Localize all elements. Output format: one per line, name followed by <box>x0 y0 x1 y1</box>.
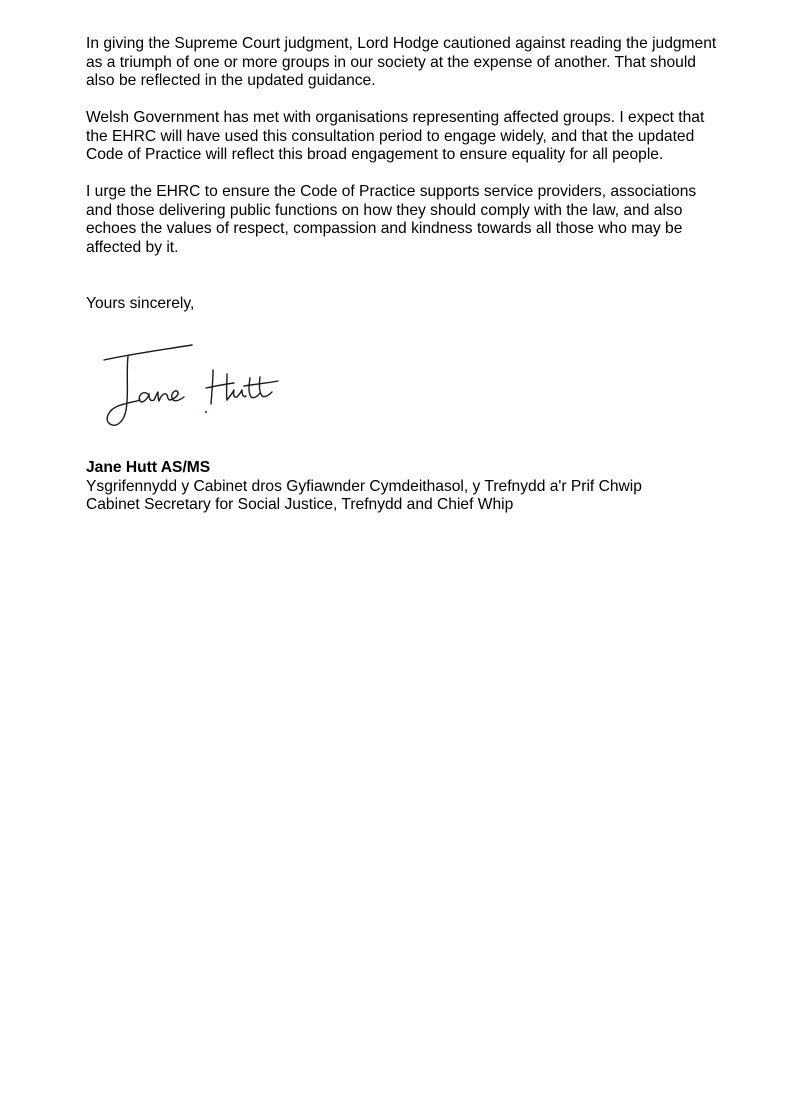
paragraph-line: and those delivering public functions on how they should comply with the law, and also <box>86 201 683 219</box>
paragraph-line: affected by it. <box>86 238 179 256</box>
paragraph-line: In giving the Supreme Court judgment, Lord Hodge cautioned against reading the judgment <box>86 35 717 52</box>
paragraph-line: also be reflected in the updated guidance. <box>86 72 376 90</box>
paragraph-line: as a triumph of one or more groups in our society at the expense of another. That should <box>86 53 696 71</box>
signatory-name: Jane Hutt AS/MS <box>86 459 211 476</box>
paragraph-line: Code of Practice will reflect this broad engagement to ensure equality for all people. <box>86 146 664 164</box>
signatory-title-english: Cabinet Secretary for Social Justice, Trefnydd and Chief Whip <box>86 496 514 514</box>
signatory-block <box>86 459 736 515</box>
paragraph-urge-ehrc <box>86 183 736 257</box>
paragraph-supreme-court <box>86 35 736 91</box>
paragraph-line: the EHRC will have used this consultation period to engage widely, and that the updated <box>86 127 695 145</box>
closing-salutation: Yours sincerely, <box>86 295 195 312</box>
signatory-title-welsh: Ysgrifennydd y Cabinet dros Gyfiawnder Cymdeithasol, y Trefnydd a'r Prif Chwip <box>86 477 642 495</box>
paragraph-welsh-government <box>86 109 736 165</box>
handwritten-signature <box>96 340 296 435</box>
paragraph-line: Welsh Government has met with organisations representing affected groups. I expect that <box>86 109 705 126</box>
paragraph-line: echoes the values of respect, compassion and kindness towards all those who may be <box>86 220 683 238</box>
paragraph-line: I urge the EHRC to ensure the Code of Practice supports service providers, associations <box>86 183 697 200</box>
